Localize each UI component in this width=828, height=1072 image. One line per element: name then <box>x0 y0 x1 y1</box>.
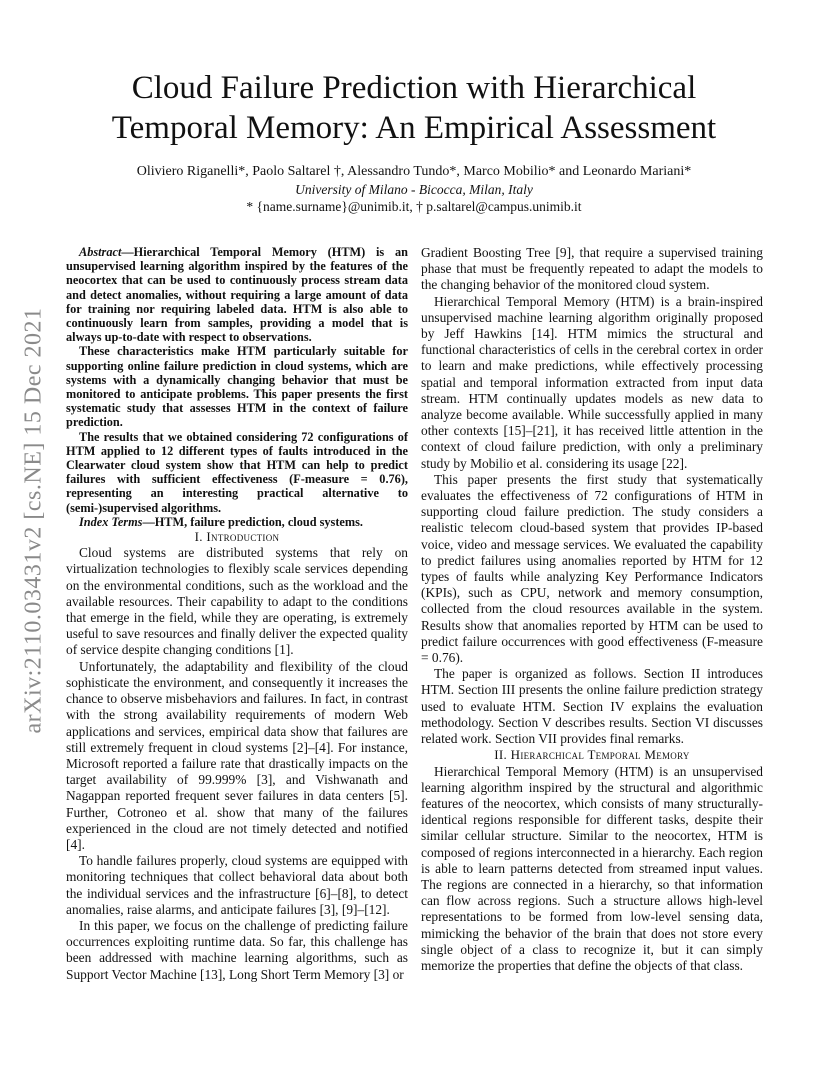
affiliation: University of Milano - Bicocca, Milan, Italy <box>295 182 533 197</box>
abstract-p1: Abstract—Hierarchical Temporal Memory (HTM) is an unsupervised learning algorithm inspired by the features of the neocortex that can be used to continuously process stream data and detect anomalies, without requiring a large amount of data for training nor requiring labeled data. HTM is also able to continuously learn from samples, providing a model that is always up-to-date with respect to observations. <box>66 245 408 345</box>
arxiv-identifier: arXiv:2110.03431v2 [cs.NE] 15 Dec 2021 <box>20 306 47 734</box>
title-line-1: Cloud Failure Prediction with Hierarchical <box>131 70 697 106</box>
right-p3: The paper is organized as follows. Section II introduces HTM. Section III presents the online failure prediction strategy used to evaluate HTM. Section IV explains the evaluation methodology. Section V describes results. Section VI discusses related work. Section VII provides final remarks. <box>421 666 763 747</box>
right-p0: Gradient Boosting Tree [9], that require a supervised training phase that must be frequently repeated to adapt the models to the changing behavior of the monitored cloud system. <box>421 245 763 293</box>
right-p2: This paper presents the first study that systematically evaluates the effectiveness of 72 configurations of HTM in supporting cloud failure prediction. The study considers a realistic telecom cloud-based system that provides IP-based voice, video and message services. We evaluated the capability to predict failures using anomalies reported by HTM for 12 types of faults while analyzing Key Performance Indicators (KPIs), such as CPU, network and memory consumption, collected from the cloud resources available in the system. Results show that anomalies reported by HTM can be used to predict failure occurrences with good effectiveness (F-measure = 0.76). <box>421 471 763 666</box>
abstract-p3: The results that we obtained considering 72 configurations of HTM applied to 12 different types of faults introduced in the Clearwater cloud system show that HTM can help to predict failures with sufficient effectiveness (F-measure = 0.76), representing an interesting practical alternative to (semi-)supervised algorithms. <box>66 429 408 515</box>
emails: * {name.surname}@unimib.it, † p.saltarel@campus.unimib.it <box>246 199 582 214</box>
authors: Oliviero Riganelli*, Paolo Saltarel †, Alessandro Tundo*, Marco Mobilio* and Leonardo Mariani* <box>136 164 692 179</box>
abstract-p2: These characteristics make HTM particularly suitable for supporting online failure prediction in cloud systems, which are systems with a dynamically changing behavior that must be monitored to anticipate problems. This paper presents the first systematic study that assesses HTM in the context of failure prediction. <box>66 344 408 430</box>
title-line-2: Temporal Memory: An Empirical Assessment <box>111 110 717 146</box>
intro-p3: To handle failures properly, cloud systems are equipped with monitoring techniques that collect behavioral data about both the individual services and the infrastructure [6]–[8], to detect anomalies, raise alarms, and anticipate failures [3], [9]–[12]. <box>66 853 408 917</box>
intro-p1: Cloud systems are distributed systems that rely on virtualization technologies to flexibly scale services depending on the environmental conditions, such as the workload and the available resources. Their capability to adapt to the conditions that emerge in the field, while they are operating, is extremely useful to save resources and finally deliver the expected quality of service despite changing conditions [1]. <box>66 545 408 658</box>
arxiv-sidebar <box>14 260 54 780</box>
left-column <box>66 245 408 983</box>
right-p1: Hierarchical Temporal Memory (HTM) is a brain-inspired unsupervised machine learning algorithm originally proposed by Jeff Hawkins [14]. HTM mimics the structural and functional characteristics of cells in the cerebral cortex in order to learn and make predictions, while effectively processing spatial and temporal information extracted from input data stream. HTM continually updates models as new data to analyze become available. While successfully applied in many other contexts [15]–[21], it has received little attention in the context of cloud failure prediction, with only a preliminary study by Mobilio et al. considering its usage [22]. <box>421 293 763 471</box>
abstract <box>66 245 408 529</box>
right-p4: Hierarchical Temporal Memory (HTM) is an unsupervised learning algorithm inspired by the structural and algorithmic features of the neocortex, which consists of many structurally-identical regions responsible for different tasks, despite their similar cellular structure. Similar to the neocortex, HTM is composed of regions interconnected in a hierarchy. Each region is able to learn patterns detected from streamed input values. The regions are connected in a hierarchy, so that information can flow across regions. Such a structure allows high-level representations to be formed from low-level sensing data, mimicking the behavior of the brain that does not store every single object of a class to recognize it, but it can simply memorize the properties that define the objects of that class. <box>421 763 763 973</box>
right-column <box>421 245 763 974</box>
section-heading-htm: II. Hierarchical Temporal Memory <box>494 747 690 763</box>
intro-p4: In this paper, we focus on the challenge of predicting failure occurrences exploiting runtime data. So far, this challenge has been addressed with machine learning algorithms, such as Support Vector Machine [13], Long Short Term Memory [3] or <box>66 917 408 982</box>
section-heading-introduction: I. Introduction <box>194 529 280 545</box>
index-terms: Index Terms—HTM, failure prediction, cloud systems. <box>79 514 363 529</box>
intro-p2: Unfortunately, the adaptability and flexibility of the cloud sophisticate the environment, and consequently it increases the chance to observe misbehaviors and failures. In fact, in contrast with the strong availability requirements of modern Web applications and services, empirical data show that failures are still extremely frequent in cloud systems [2]–[4]. For instance, Microsoft reported a failure rate that drastically impacts on the target availability of 99.999% [3], and Vishwanath and Nagappan reported frequent sever failures in data centers [5]. Further, Cotroneo et al. show that many of the failures experienced in the cloud are not timely detected and notified [4]. <box>66 658 408 852</box>
paper-title <box>66 68 762 148</box>
